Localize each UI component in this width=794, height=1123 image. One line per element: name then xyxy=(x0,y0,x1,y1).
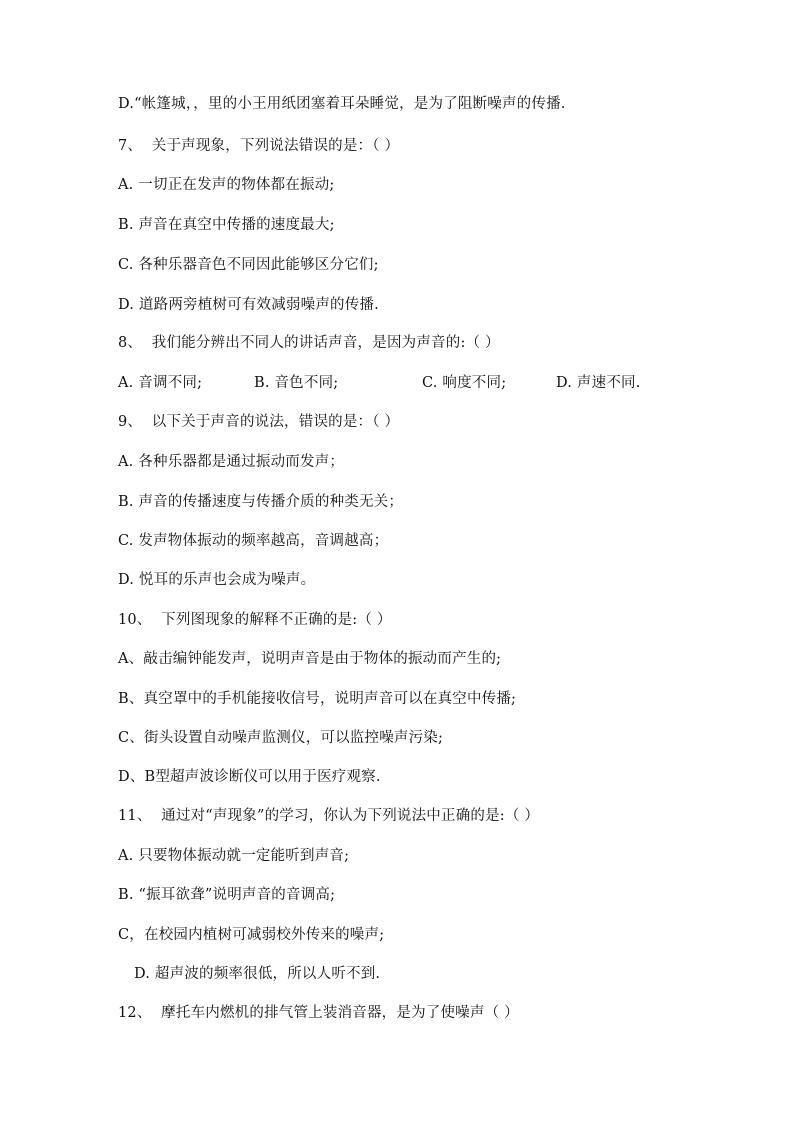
question-9-stem: 9、 以下关于声音的说法，错误的是：（ ） xyxy=(118,414,400,430)
question-6-option-d: D.“帐篷城，，里的小王用纸团塞着耳朵睡觉，是为了阻断噪声的传播. xyxy=(118,96,566,112)
question-10-option-b: B、真空罩中的手机能接收信号，说明声音可以在真空中传播; xyxy=(118,691,517,707)
question-8-option-b: B. 音色不同; xyxy=(254,375,339,391)
question-7-option-a: A. 一切正在发声的物体都在振动; xyxy=(118,177,335,193)
question-8-options xyxy=(118,373,678,393)
question-8-option-a: A. 音调不同; xyxy=(118,375,203,391)
question-8-option-d: D. 声速不同. xyxy=(556,375,641,391)
question-10-option-c: C、街头设置自动噪声监测仪，可以监控噪声污染; xyxy=(118,730,444,746)
question-11-option-b: B. “振耳欲聋”说明声音的音调高; xyxy=(118,887,336,903)
question-11-stem: 11、 通过对“声现象”的学习，你认为下列说法中正确的是:（ ） xyxy=(118,808,540,824)
question-11-option-c: C，在校园内植树可减弱校外传来的噪声; xyxy=(118,927,385,943)
question-7-option-d: D. 道路两旁植树可有效减弱噪声的传播. xyxy=(118,297,379,313)
question-7-option-c: C. 各种乐器音色不同因此能够区分它们; xyxy=(118,257,379,273)
question-7-stem: 7、 关于声现象，下列说法错误的是：（ ） xyxy=(118,138,400,154)
question-12-stem: 12、 摩托车内燃机的排气管上装消音器，是为了使噪声（ ） xyxy=(118,1005,519,1021)
question-8-stem: 8、 我们能分辨出不同人的讲话声音，是因为声音的:（ ） xyxy=(118,335,500,351)
question-7-option-b: B. 声音在真空中传播的速度最大; xyxy=(118,217,335,233)
question-8-option-c: C. 响度不同; xyxy=(422,375,507,391)
question-10-option-a: A、敲击编钟能发声，说明声音是由于物体的振动而产生的; xyxy=(118,651,502,667)
question-9-option-b: B. 声音的传播速度与传播介质的种类无关； xyxy=(118,494,404,510)
question-11-option-d: D. 超声波的频率很低，所以人听不到. xyxy=(134,966,381,982)
question-10-option-d: D、B型超声波诊断仪可以用于医疗观察. xyxy=(118,769,381,785)
question-10-stem: 10、 下列图现象的解释不正确的是:（ ） xyxy=(118,612,392,628)
question-9-option-c: C. 发声物体振动的频率越高，音调越高； xyxy=(118,533,389,549)
question-9-option-d: D. 悦耳的乐声也会成为噪声。 xyxy=(118,572,316,588)
question-9-option-a: A. 各种乐器都是通过振动而发声； xyxy=(118,454,345,470)
question-11-option-a: A. 只要物体振动就一定能听到声音; xyxy=(118,848,350,864)
